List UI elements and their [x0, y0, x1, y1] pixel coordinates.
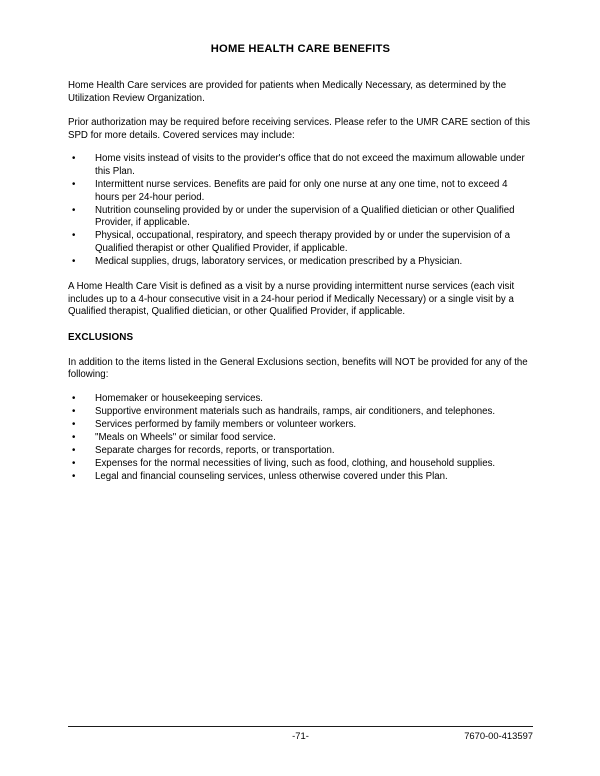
list-item-label: Separate charges for records, reports, or transportation. — [95, 445, 335, 457]
list-item — [68, 419, 533, 432]
spacer — [68, 269, 533, 281]
list-item — [68, 205, 533, 230]
list-item — [68, 230, 533, 255]
bullet-icon: • — [72, 179, 76, 191]
bullet-icon: • — [72, 471, 76, 483]
list-item — [68, 406, 533, 419]
footer-row — [68, 730, 533, 746]
spacer — [68, 319, 533, 332]
list-item — [68, 432, 533, 445]
exclusions-list — [68, 393, 533, 484]
bullet-icon: • — [72, 432, 76, 444]
list-item-label: Expenses for the normal necessities of living, such as food, clothing, and household supplies. — [95, 458, 496, 470]
exclusions-heading: EXCLUSIONS — [68, 332, 134, 343]
bullet-icon: • — [72, 405, 76, 417]
page-footer — [68, 726, 533, 746]
list-item-label: Homemaker or housekeeping services. — [95, 392, 263, 404]
spacer — [68, 345, 533, 357]
bullet-icon: • — [72, 392, 76, 404]
list-item — [68, 471, 533, 484]
list-item — [68, 445, 533, 458]
page-number: -71- — [292, 730, 309, 741]
list-item-label: Physical, occupational, respiratory, and speech therapy provided by or under the supervision of a Qualified therapist or other Qualified Provider, if applicable. — [95, 230, 511, 255]
spacer — [68, 382, 533, 393]
visit-definition-paragraph: A Home Health Care Visit is defined as a visit by a nurse providing intermittent nurse services (each visit includes up to a 4-hour consecutive visit in a 24-hour period if Medically Necessary) or a single visit by a Qualified therapist, Qualified dietician, or other Qualified Provider, if applicable. — [68, 281, 515, 318]
authorization-paragraph: Prior authorization may be required before receiving services. Please refer to the UMR CARE section of this SPD for more details. Covered services may include: — [68, 117, 530, 141]
list-item-label: Nutrition counseling provided by or under the supervision of a Qualified dietician or other Qualified Provider, if applicable. — [95, 204, 515, 229]
list-item — [68, 179, 533, 204]
bullet-icon: • — [72, 204, 76, 216]
document-code: 7670-00-413597 — [464, 730, 533, 741]
bullet-icon: • — [72, 230, 76, 242]
bullet-icon: • — [72, 256, 76, 268]
list-item-label: Legal and financial counseling services, unless otherwise covered under this Plan. — [95, 471, 448, 483]
bullet-icon: • — [72, 153, 76, 165]
spacer — [68, 142, 533, 153]
list-item — [68, 393, 533, 406]
covered-services-list — [68, 153, 533, 268]
list-item-label: Medical supplies, drugs, laboratory services, or medication prescribed by a Physician. — [95, 256, 463, 268]
bullet-icon: • — [72, 445, 76, 457]
list-item-label: Home visits instead of visits to the provider's office that do not exceed the maximum allowable under this Plan. — [95, 153, 525, 177]
intro-paragraph: Home Health Care services are provided for patients when Medically Necessary, as determined by the Utilization Review Organization. — [68, 80, 507, 104]
list-item-label: Supportive environment materials such as handrails, ramps, air conditioners, and telephones. — [95, 405, 496, 417]
list-item-label: "Meals on Wheels" or similar food service. — [95, 432, 276, 444]
bullet-icon: • — [72, 418, 76, 430]
list-item-label: Services performed by family members or volunteer workers. — [95, 418, 357, 430]
spacer — [68, 55, 533, 80]
list-item — [68, 458, 533, 471]
bullet-icon: • — [72, 458, 76, 470]
spacer — [68, 105, 533, 117]
list-item-label: Intermittent nurse services. Benefits are paid for only one nurse at any one time, not to exceed 4 hours per 24-hour period. — [95, 179, 508, 203]
page-content — [68, 0, 533, 484]
list-item — [68, 256, 533, 269]
exclusions-paragraph: In addition to the items listed in the General Exclusions section, benefits will NOT be provided for any of the following: — [68, 356, 528, 381]
page-title: HOME HEALTH CARE BENEFITS — [210, 43, 391, 55]
footer-divider — [68, 726, 533, 727]
list-item — [68, 153, 533, 178]
